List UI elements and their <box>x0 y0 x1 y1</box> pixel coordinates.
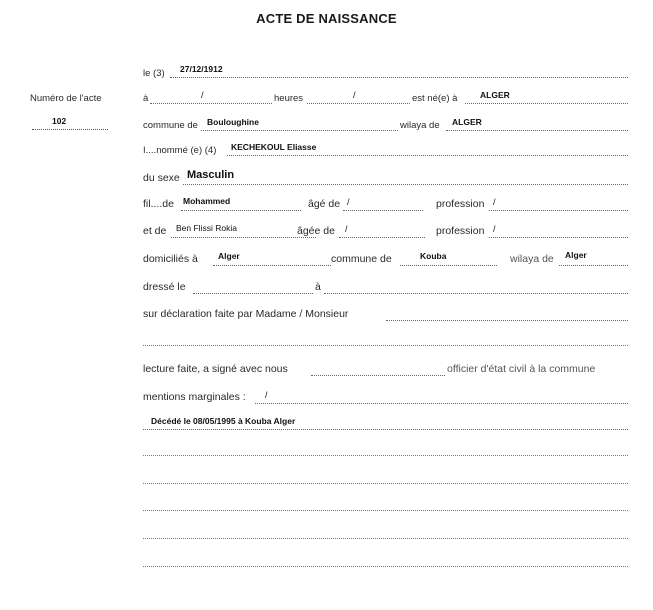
wilaya2-value: Alger <box>565 250 587 260</box>
sexe-dots <box>183 184 628 185</box>
deces-value: Décédé le 08/05/1995 à Kouba Alger <box>151 416 296 426</box>
sexe-label: du sexe <box>143 172 180 184</box>
heures-label: heures <box>274 93 304 104</box>
mere-value: Ben Flissi Rokia <box>176 223 237 233</box>
commune-value: Bouloughine <box>207 117 259 127</box>
pere-value: Mohammed <box>183 196 231 206</box>
nom-value: KECHEKOUL Eliasse <box>231 142 317 152</box>
profession-mere-value: / <box>493 224 496 234</box>
blank-line-5 <box>143 566 628 567</box>
declaration-label: sur déclaration faite par Madame / Monsieur <box>143 308 349 320</box>
a-label: à <box>143 93 149 104</box>
blank-line-2 <box>143 483 628 484</box>
dresse-a-dots <box>324 293 628 294</box>
deces-dots <box>143 429 628 430</box>
a-dots <box>150 103 272 104</box>
age-pere-label: âgé de <box>308 198 341 210</box>
line-heure-lieu <box>143 90 628 107</box>
domicilies-label: domiciliés à <box>143 253 198 265</box>
commune2-label: commune de <box>331 253 392 265</box>
age-mere-label: âgée de <box>297 225 335 237</box>
declaration-dots <box>386 320 628 321</box>
line-commune <box>143 117 628 134</box>
age-mere-value: / <box>345 224 348 234</box>
wilaya-dots <box>446 130 628 131</box>
heures-value: / <box>353 90 356 100</box>
line-domicile <box>143 250 628 267</box>
fils-label: fil....de <box>143 198 174 210</box>
line-pere <box>143 198 628 212</box>
profession-pere-label: profession <box>436 198 485 210</box>
nom-dots <box>227 155 628 156</box>
line-sexe <box>143 169 628 186</box>
age-pere-value: / <box>347 197 350 207</box>
line-mentions <box>143 391 628 405</box>
est-ne-label: est né(e) à <box>412 93 458 104</box>
pere-dots <box>181 210 301 211</box>
mentions-dots <box>255 403 628 404</box>
lecture-dots <box>311 375 445 376</box>
mentions-label: mentions marginales : <box>143 391 246 403</box>
profession-mere-dots <box>489 237 628 238</box>
age-mere-dots <box>339 237 425 238</box>
line-deces <box>143 414 628 428</box>
mere-dots <box>171 237 316 238</box>
et-de-label: et de <box>143 225 167 237</box>
sexe-value: Masculin <box>187 169 235 181</box>
numero-acte-value: 102 <box>52 116 67 126</box>
age-pere-dots <box>343 210 423 211</box>
mentions-value: / <box>265 390 268 400</box>
commune-label: commune de <box>143 120 198 131</box>
lieu-naissance-value: ALGER <box>480 90 510 100</box>
line-lecture <box>143 363 628 377</box>
date-dots <box>170 77 628 78</box>
commune2-dots <box>400 265 497 266</box>
blank-line-1 <box>143 455 628 456</box>
dresse-a-label: à <box>315 281 321 293</box>
numero-acte-field <box>32 117 108 130</box>
wilaya2-dots <box>559 265 628 266</box>
line-mere <box>143 225 628 239</box>
profession-mere-label: profession <box>436 225 485 237</box>
officier-label: officier d'état civil à la commune <box>447 363 596 375</box>
domicile-value: Alger <box>218 251 240 261</box>
commune2-value: Kouba <box>420 251 447 261</box>
wilaya-label: wilaya de <box>400 120 440 131</box>
blank-line-3 <box>143 510 628 511</box>
a-value: / <box>201 90 204 100</box>
numero-acte-label: Numéro de l'acte <box>30 93 102 104</box>
lecture-label: lecture faite, a signé avec nous <box>143 363 288 375</box>
dresse-label: dressé le <box>143 281 186 293</box>
nomme-label: I....nommé (e) (4) <box>143 145 217 156</box>
wilaya-value: ALGER <box>452 117 482 127</box>
line-date <box>143 66 628 80</box>
commune-dots <box>201 130 398 131</box>
declaration-continuation-line <box>143 345 628 346</box>
document-title: ACTE DE NAISSANCE <box>256 11 397 26</box>
wilaya2-label: wilaya de <box>510 253 554 265</box>
line-nom <box>143 142 628 159</box>
date-value: 27/12/1912 <box>180 64 223 74</box>
profession-pere-dots <box>489 210 628 211</box>
le-label: le (3) <box>143 68 165 79</box>
line-dresse <box>143 281 628 295</box>
blank-line-4 <box>143 538 628 539</box>
line-declaration <box>143 308 628 322</box>
heures-dots <box>307 103 410 104</box>
lieu-dots <box>465 103 628 104</box>
profession-pere-value: / <box>493 197 496 207</box>
domicile-dots <box>213 265 331 266</box>
dresse-dots <box>193 293 313 294</box>
